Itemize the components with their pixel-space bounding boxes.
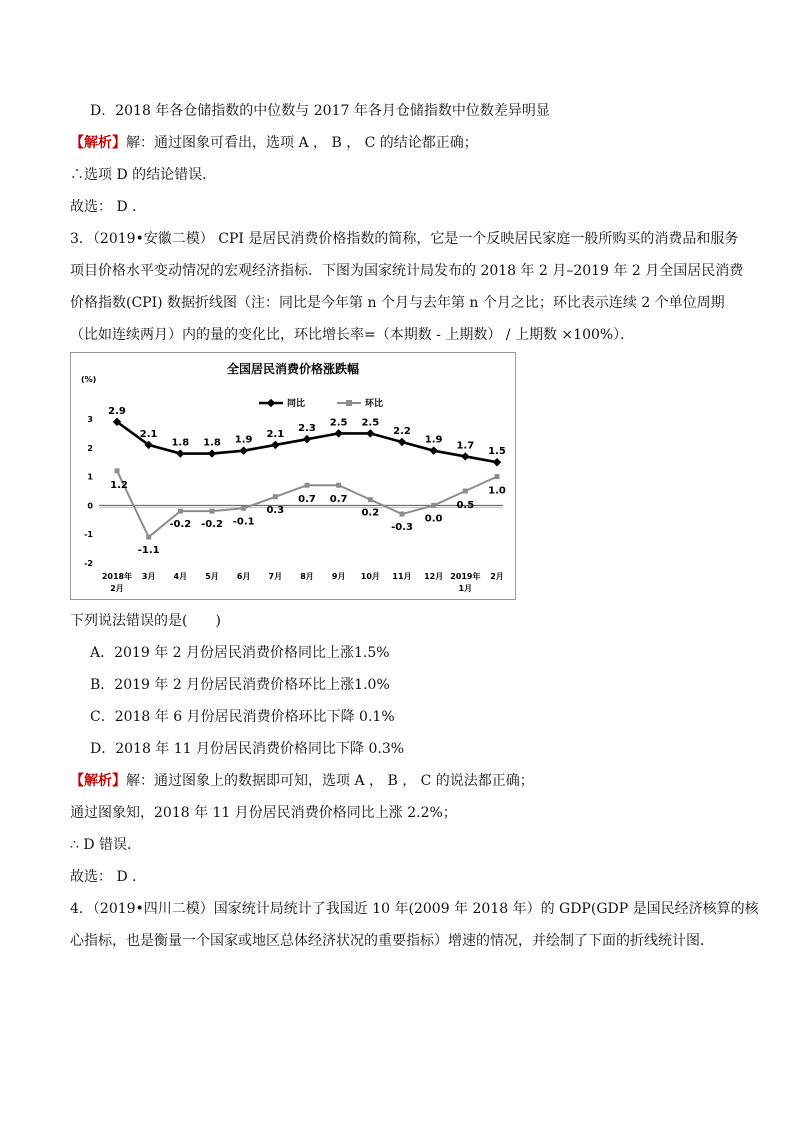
q3-intro-line-3: 价格指数(CPI) 数据折线图（注：同比是今年第 n 个月与去年第 n 个月之比；环比表示连续 2 个单位周期 bbox=[70, 295, 725, 311]
data-label: 2.5 bbox=[329, 417, 348, 429]
data-label: 2.3 bbox=[298, 423, 316, 435]
data-point bbox=[336, 483, 341, 488]
data-point bbox=[241, 506, 246, 511]
data-label: 1.8 bbox=[171, 437, 190, 449]
x-tick-label: 6月 bbox=[236, 572, 251, 581]
y-tick-label: -1 bbox=[84, 530, 93, 540]
data-label: 0.0 bbox=[424, 513, 443, 525]
data-point bbox=[495, 474, 500, 479]
data-label: 2.1 bbox=[139, 428, 158, 440]
y-tick-label: -2 bbox=[84, 559, 93, 568]
x-tick-label: 5月 bbox=[205, 572, 219, 581]
data-point bbox=[273, 494, 278, 499]
q2-therefore: ∴选项 D 的结论错误． bbox=[70, 167, 217, 183]
q3-analysis-2: 通过图象知，2018 年 11 月份居民消费价格同比上涨 2.2%； bbox=[70, 805, 457, 821]
data-label: 1.0 bbox=[488, 485, 506, 497]
data-label: 2.2 bbox=[393, 426, 411, 438]
data-point bbox=[429, 446, 437, 454]
y-tick-label: 3 bbox=[87, 415, 93, 424]
x-tick-label: 2月 bbox=[110, 584, 124, 593]
data-label: 0.3 bbox=[266, 504, 285, 516]
q3-option-d: D．2018 年 11 月份居民消费价格同比下降 0.3% bbox=[90, 741, 405, 757]
x-tick-label: 2月 bbox=[490, 572, 504, 581]
x-tick-label: 2018年 bbox=[101, 572, 133, 581]
data-point bbox=[461, 452, 469, 460]
analysis-label: 【解析】 bbox=[70, 773, 126, 789]
data-label: 1.7 bbox=[456, 440, 475, 452]
data-point bbox=[463, 489, 468, 494]
data-label: -0.2 bbox=[201, 519, 223, 531]
x-tick-label: 2019年 bbox=[450, 572, 481, 581]
data-label: 1.8 bbox=[203, 437, 221, 449]
data-point bbox=[368, 497, 373, 502]
q3-question: 下列说法错误的是( ) bbox=[70, 613, 221, 629]
q4-intro-line-1: 4．（2019•四川二模）国家统计局统计了我国近 10 年(2009 年 2018 年）的 GDP(GDP 是国民经济核算的核 bbox=[70, 901, 759, 917]
data-point bbox=[239, 446, 247, 454]
x-tick-label: 1月 bbox=[458, 584, 473, 593]
cpi-line-chart bbox=[70, 352, 516, 600]
q3-option-b: B．2019 年 2 月份居民消费价格环比上涨1.0% bbox=[90, 677, 390, 693]
data-label: 1.5 bbox=[488, 446, 506, 458]
data-point bbox=[303, 435, 311, 443]
q3-intro-line-1: 3．（2019•安徽二模） CPI 是居民消费价格指数的简称，它是一个反映居民家庭一般所购买的消费品和服务 bbox=[70, 231, 739, 247]
x-tick-label: 10月 bbox=[360, 572, 380, 581]
x-tick-label: 3月 bbox=[141, 572, 156, 581]
data-point bbox=[178, 509, 183, 514]
data-label: 0.7 bbox=[298, 494, 316, 506]
data-label: 2.1 bbox=[266, 428, 285, 440]
data-label: 1.9 bbox=[234, 434, 253, 446]
data-point bbox=[334, 429, 342, 437]
data-point bbox=[493, 458, 501, 466]
data-label: 2.5 bbox=[361, 417, 380, 429]
data-point bbox=[398, 438, 406, 446]
data-point bbox=[146, 535, 151, 540]
data-label: -0.3 bbox=[391, 522, 413, 534]
data-label: -1.1 bbox=[137, 545, 160, 557]
cpi-chart-svg bbox=[71, 353, 515, 599]
x-tick-label: 8月 bbox=[300, 572, 314, 581]
q3-answer: 故选： D ． bbox=[70, 869, 147, 885]
data-point bbox=[431, 503, 436, 508]
data-label: 0.2 bbox=[361, 507, 380, 519]
y-axis-unit: (%) bbox=[81, 375, 97, 384]
x-tick-label: 7月 bbox=[268, 572, 283, 581]
q3-option-c: C．2018 年 6 月份居民消费价格环比下降 0.1% bbox=[90, 709, 395, 725]
legend-marker bbox=[346, 400, 352, 406]
data-label: 1.9 bbox=[424, 434, 443, 446]
q4-intro-line-2: 心指标，也是衡量一个国家或地区总体经济状况的重要指标）增速的情况，并绘制了下面的折线统计图． bbox=[70, 933, 714, 949]
data-point bbox=[115, 468, 120, 473]
analysis-text: 解：通过图象可看出，选项 A ， B ， C 的结论都正确； bbox=[126, 135, 478, 151]
q2-answer: 故选： D ． bbox=[70, 199, 147, 215]
data-point bbox=[400, 512, 405, 517]
x-tick-label: 4月 bbox=[173, 572, 188, 581]
analysis-text: 解：通过图象上的数据即可知，选项 A ， B ， C 的说法都正确； bbox=[126, 773, 534, 789]
legend-marker bbox=[267, 399, 275, 407]
data-label: 2.9 bbox=[108, 405, 126, 417]
data-point bbox=[176, 449, 184, 457]
q3-option-a: A．2019 年 2 月份居民消费价格同比上涨1.5% bbox=[90, 645, 390, 661]
chart-title: 全国居民消费价格涨跌幅 bbox=[226, 362, 360, 376]
legend-label: 环比 bbox=[365, 399, 384, 409]
x-tick-label: 11月 bbox=[392, 572, 412, 581]
data-label: 1.2 bbox=[110, 479, 128, 491]
data-point bbox=[210, 509, 215, 514]
data-point bbox=[208, 449, 216, 457]
y-tick-label: 1 bbox=[87, 472, 93, 482]
q3-intro-line-4: （比如连续两月）内的量的变化比，环比增长率=（本期数 - 上期数） / 上期数 ×100%）． bbox=[70, 327, 635, 343]
analysis-label: 【解析】 bbox=[70, 135, 126, 151]
data-point bbox=[366, 429, 374, 437]
q3-therefore: ∴ D 错误． bbox=[70, 837, 142, 853]
data-label: -0.2 bbox=[169, 519, 192, 531]
data-label: -0.1 bbox=[232, 516, 255, 528]
q2-option-d: D．2018 年各仓储指数的中位数与 2017 年各月仓储指数中位数差异明显 bbox=[90, 103, 550, 119]
q3-analysis bbox=[70, 771, 534, 791]
legend-label: 同比 bbox=[287, 399, 306, 409]
data-label: 0.7 bbox=[329, 494, 348, 506]
x-tick-label: 12月 bbox=[424, 572, 444, 581]
y-tick-label: 0 bbox=[87, 501, 93, 511]
q2-analysis bbox=[70, 133, 478, 153]
x-tick-label: 9月 bbox=[331, 572, 346, 581]
data-label: 0.5 bbox=[456, 500, 475, 511]
data-point bbox=[271, 441, 279, 449]
data-point bbox=[305, 483, 310, 488]
q3-intro-line-2: 项目价格水平变动情况的宏观经济指标．下图为国家统计局发布的 2018 年 2 月–2019 年 2 月全国居民消费 bbox=[70, 263, 744, 279]
y-tick-label: 2 bbox=[87, 443, 93, 453]
